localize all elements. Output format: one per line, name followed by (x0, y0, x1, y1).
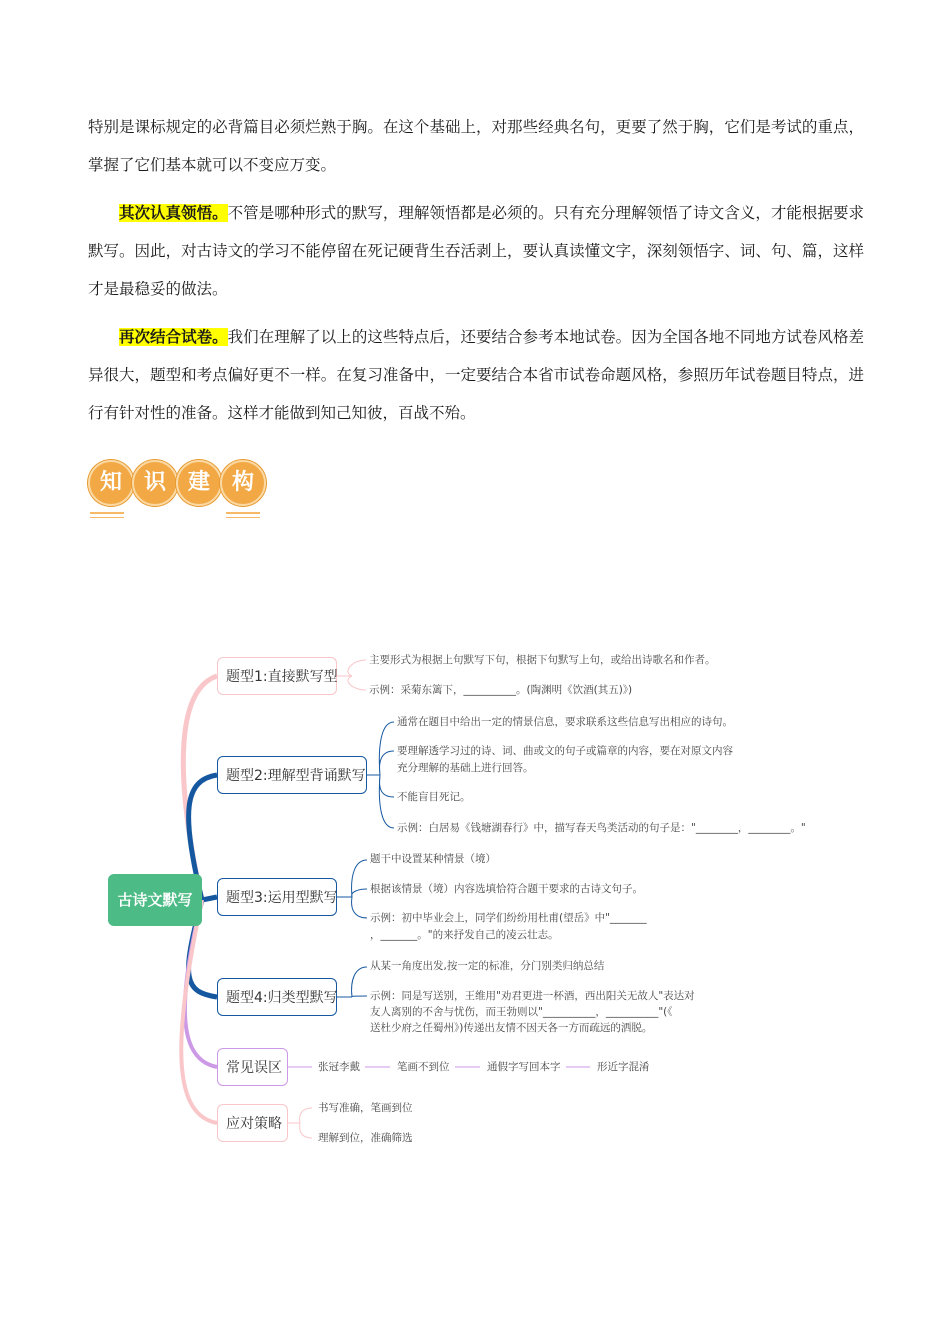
leaf-bracket (337, 860, 367, 918)
paragraph-text: 不管是哪种形式的默写，理解领悟都是必须的。只有充分理解领悟了诗文含义，才能根据要求默写。因此，对古诗文的学习不能停留在死记硬背生吞活剥上，要认真读懂文字，深刻领悟字、词、句、篇，这样才是最稳妥的做法。 (88, 204, 864, 298)
badge-char: 建 (176, 460, 222, 506)
leaf-text: 充分理解的基础上进行回答。 (397, 762, 534, 774)
leaf-text: 主要形式为根据上句默写下句，根据下句默写上句，或给出诗歌名和作者。 (369, 654, 716, 666)
leaf-text: 不能盲目死记。 (397, 791, 471, 803)
paragraph-1: 特别是课标规定的必背篇目必须烂熟于胸。在这个基础上，对那些经典名句，更要了然于胸，它们是考试的重点，掌握了它们基本就可以不变应万变。 (88, 118, 864, 174)
branch-1: 题型1:直接默写型 (217, 657, 337, 695)
chain-item: 笔画不到位 (397, 1061, 450, 1073)
badge-char: 识 (132, 460, 178, 506)
branch-2: 题型2:理解型背诵默写 (217, 756, 367, 794)
chain-item: 张冠李戴 (318, 1061, 360, 1073)
leaf-text: 送杜少府之任蜀州》)传递出友情不因天各一方而疏远的洒脱。 (370, 1022, 653, 1034)
paragraph-text: 我们在理解了以上的这些特点后，还要结合参考本地试卷。因为全国各地不同地方试卷风格差异很大，题型和考点偏好更不一样。在复习准备中，一定要结合本省市试卷命题风格，参照历年试卷题目特点，进行有针对性的准备。这样才能做到知己知彼，百战不殆。 (88, 328, 864, 422)
leaf-text: 通常在题目中给出一定的情景信息，要求联系这些信息写出相应的诗句。 (397, 716, 733, 728)
leaf-text: 根据该情景（境）内容选填恰符合题干要求的古诗文句子。 (370, 883, 643, 895)
leaf-bracket (337, 967, 367, 997)
leaf-text: 示例：同是写送别，王维用"劝君更进一杯酒，西出阳关无故人"表达对 (370, 990, 695, 1002)
leaf-text: 示例：初中毕业会上，同学们纷纷用杜甫(望岳》中"_______ (370, 912, 647, 924)
connector-branch-1 (183, 676, 217, 900)
connector-branch-3 (202, 897, 217, 900)
branch-6: 应对策略 (217, 1104, 288, 1142)
mind-map-root: 古诗文默写 (108, 874, 202, 926)
leaf-text: 书写准确，笔画到位 (318, 1102, 413, 1114)
leaf-bracket (337, 660, 366, 690)
branch-4: 题型4:归类型默写 (217, 978, 337, 1016)
leaf-text: 示例：白居易《钱塘湖春行》中，描写春天鸟类活动的句子是："________，________。" (397, 822, 806, 834)
leaf-text: 要理解透学习过的诗、词、曲或文的句子或篇章的内容，要在对原文内容 (397, 745, 733, 757)
chain-item: 形近字混淆 (597, 1061, 650, 1073)
leaf-text: 从某一角度出发,按一定的标准，分门别类归纳总结 (370, 960, 605, 972)
leaf-text: ，_______。"的来抒发自己的凌云壮志。 (370, 929, 559, 941)
leaf-text: 示例：采菊东篱下，__________。(陶渊明《饮酒(其五)》) (369, 684, 633, 696)
leaf-bracket (367, 722, 394, 828)
leaf-text: 理解到位，准确筛选 (318, 1132, 413, 1144)
leaf-bracket (288, 1108, 312, 1138)
branch-5: 常见误区 (217, 1048, 288, 1086)
branch-3: 题型3:运用型默写 (217, 878, 337, 916)
chain-item: 通假字写回本字 (487, 1061, 561, 1073)
leaf-text: 题干中设置某种情景（境） (370, 853, 496, 865)
badge-char: 知 (88, 460, 134, 506)
highlight-label: 再次结合试卷。 (119, 328, 228, 346)
badge-char: 构 (220, 460, 266, 506)
leaf-text: 友人离别的不舍与忧伤，而王勃则以"__________，__________"(《 (370, 1006, 673, 1018)
highlight-label: 其次认真领悟。 (119, 204, 228, 222)
